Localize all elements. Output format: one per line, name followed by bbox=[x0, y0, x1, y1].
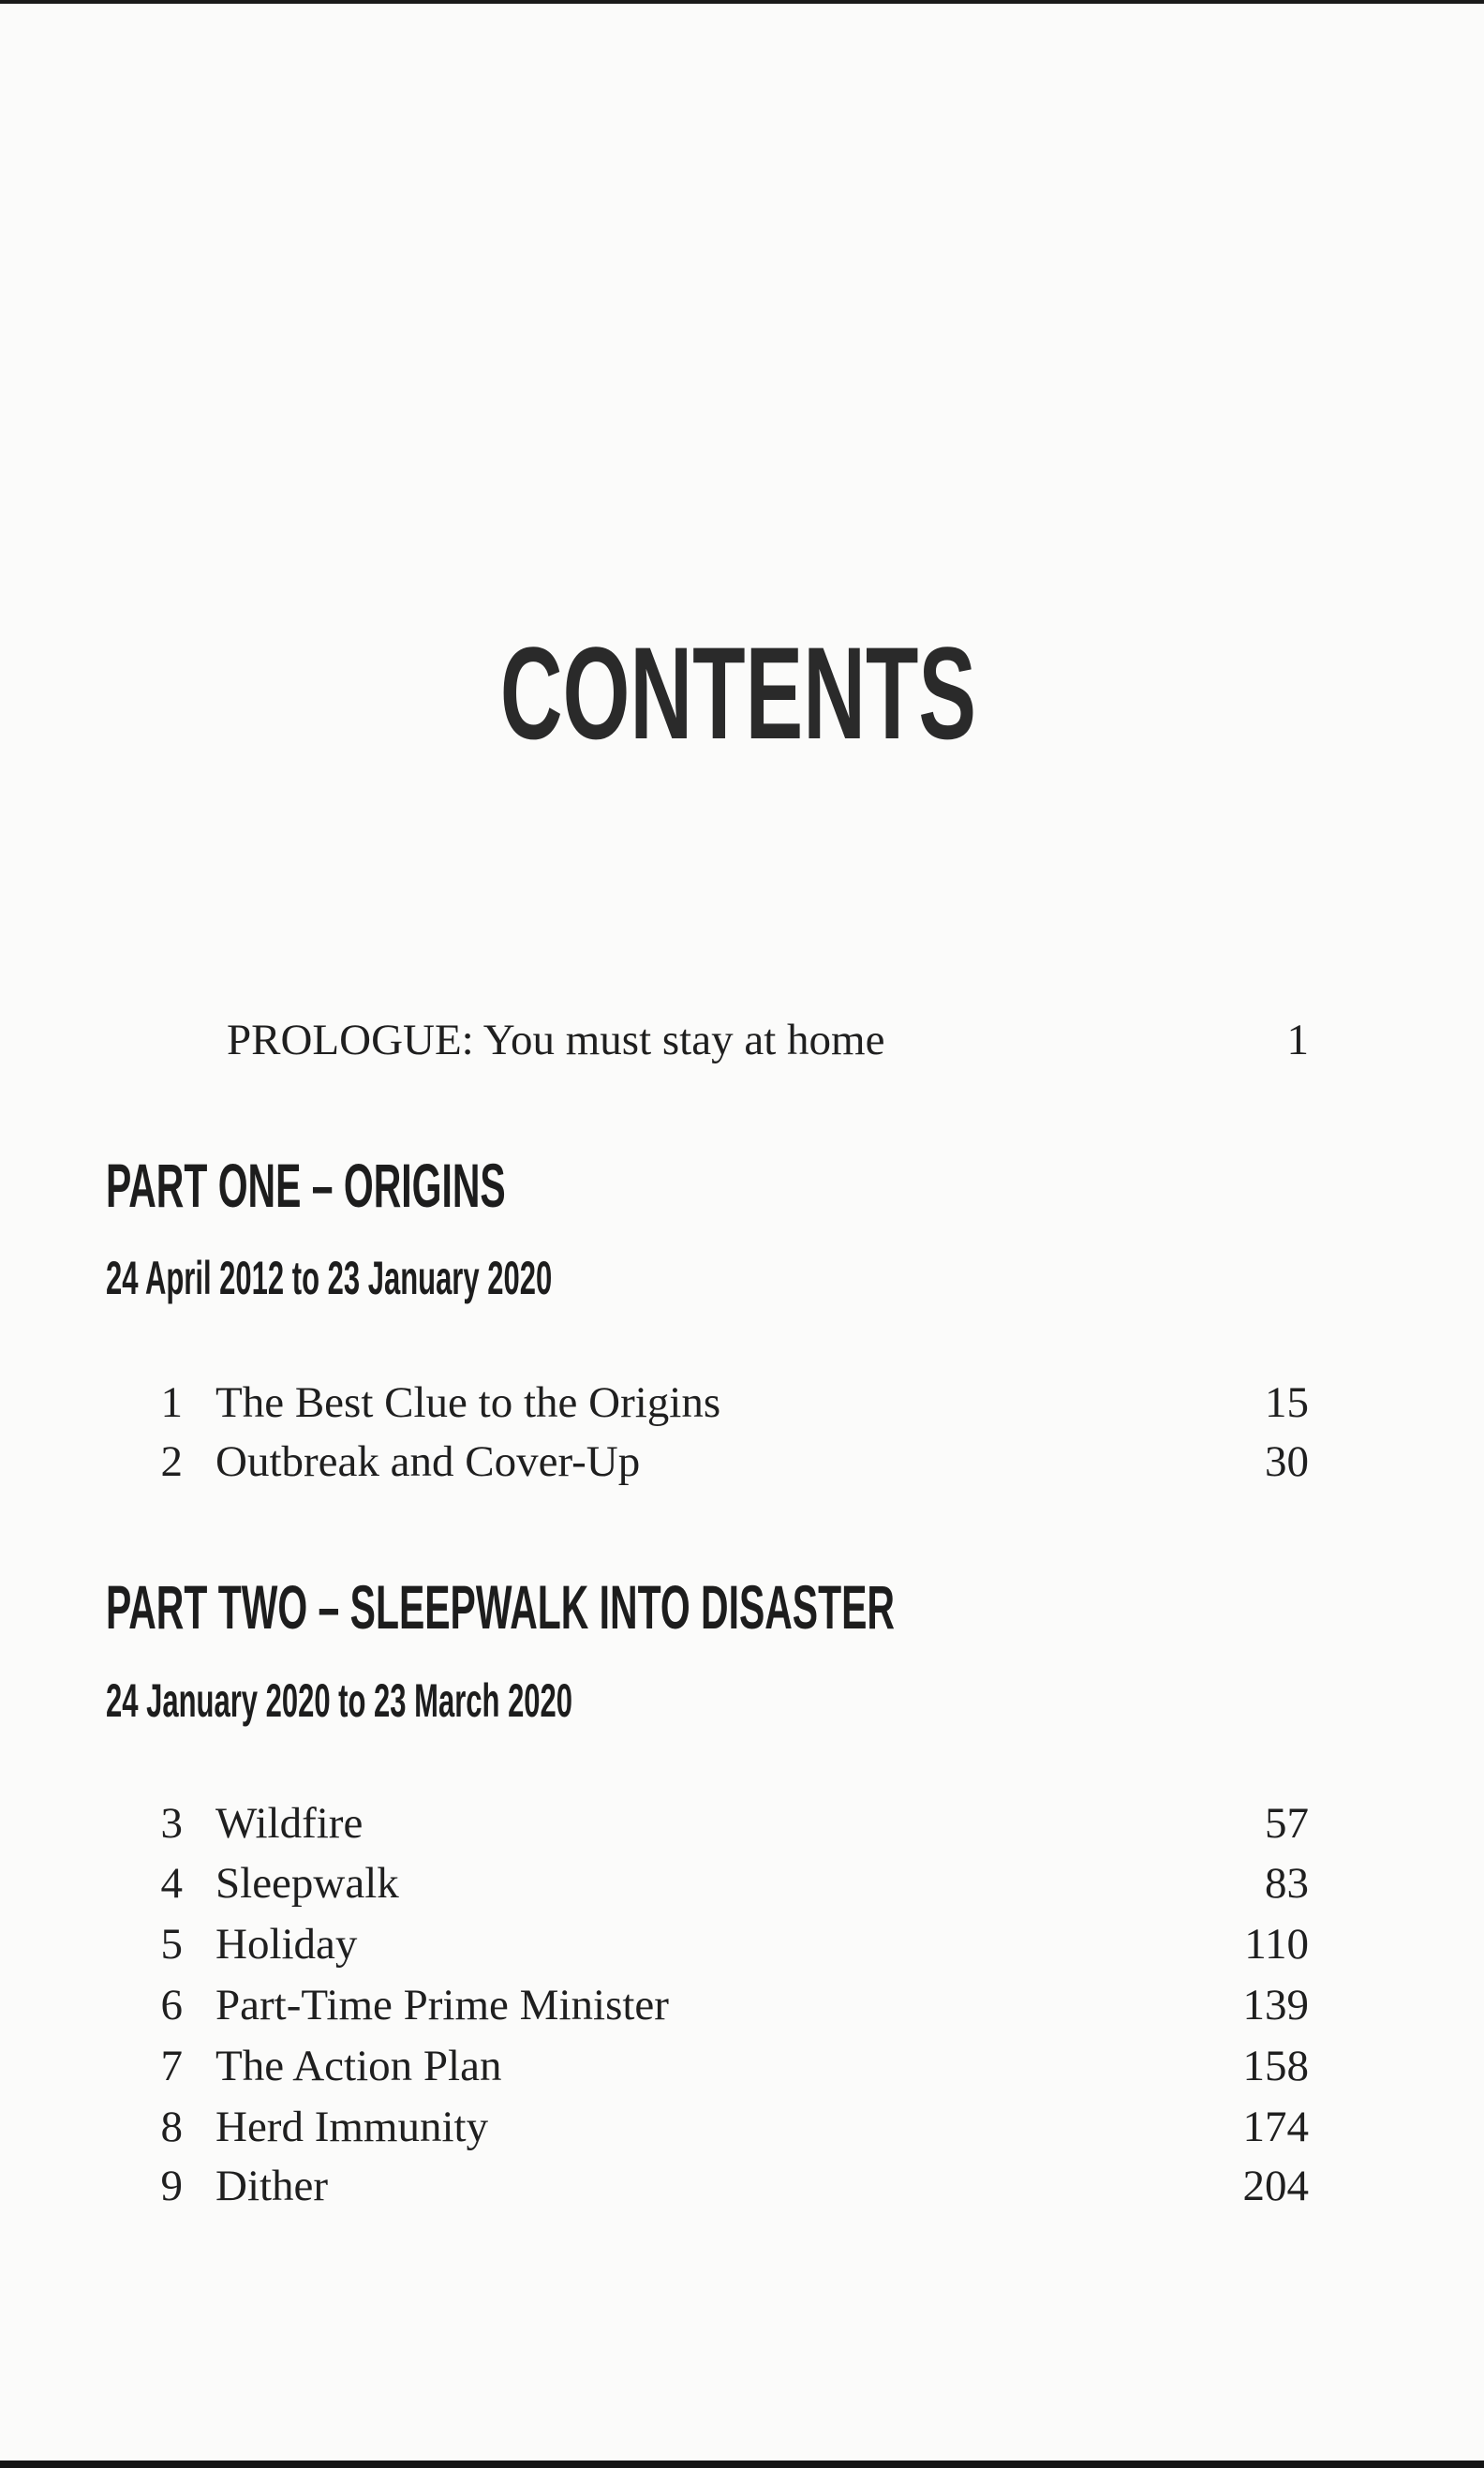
toc-entry-chapter-9[interactable] bbox=[0, 2158, 1484, 2214]
chapter-title: Part-Time Prime Minister bbox=[215, 1981, 669, 2029]
part-two-heading: PART TWO – SLEEPWALK INTO DISASTER bbox=[106, 1572, 895, 1642]
chapter-page: 139 bbox=[1242, 1981, 1309, 2029]
chapter-title: Outbreak and Cover-Up bbox=[215, 1437, 641, 1486]
chapter-title: The Action Plan bbox=[215, 2042, 502, 2090]
chapter-number: 2 bbox=[160, 1437, 183, 1486]
page-title: CONTENTS bbox=[499, 619, 977, 766]
chapter-page: 174 bbox=[1242, 2103, 1309, 2151]
chapter-number: 6 bbox=[160, 1981, 183, 2029]
toc-entry-chapter-8[interactable] bbox=[0, 2099, 1484, 2155]
toc-entry-chapter-7[interactable] bbox=[0, 2038, 1484, 2094]
chapter-number: 8 bbox=[160, 2103, 183, 2151]
chapter-number: 4 bbox=[160, 1859, 183, 1908]
chapter-page: 204 bbox=[1242, 2162, 1309, 2210]
chapter-page: 30 bbox=[1265, 1437, 1309, 1486]
chapter-page: 15 bbox=[1265, 1378, 1309, 1427]
chapter-title: Wildfire bbox=[215, 1799, 364, 1848]
chapter-title: Herd Immunity bbox=[215, 2103, 489, 2151]
part-one-heading: PART ONE – ORIGINS bbox=[106, 1151, 506, 1220]
chapter-page: 83 bbox=[1265, 1859, 1309, 1908]
prologue-page: 1 bbox=[1286, 1016, 1309, 1064]
chapter-number: 9 bbox=[160, 2162, 183, 2210]
toc-entry-chapter-4[interactable] bbox=[0, 1855, 1484, 1911]
page-top-edge bbox=[0, 0, 1484, 4]
toc-entry-chapter-3[interactable] bbox=[0, 1795, 1484, 1851]
part-two-dates: 24 January 2020 to 23 March 2020 bbox=[106, 1674, 573, 1727]
chapter-number: 5 bbox=[160, 1920, 183, 1969]
chapter-page: 158 bbox=[1242, 2042, 1309, 2090]
chapter-title: Dither bbox=[215, 2162, 329, 2210]
toc-entry-chapter-6[interactable] bbox=[0, 1977, 1484, 2033]
prologue-label: PROLOGUE: You must stay at home bbox=[227, 1016, 885, 1064]
chapter-number: 7 bbox=[160, 2042, 183, 2090]
toc-entry-chapter-2[interactable] bbox=[0, 1434, 1484, 1490]
chapter-number: 1 bbox=[160, 1378, 183, 1427]
chapter-page: 57 bbox=[1265, 1799, 1309, 1848]
chapter-number: 3 bbox=[160, 1799, 183, 1848]
chapter-title: The Best Clue to the Origins bbox=[215, 1378, 721, 1427]
toc-entry-chapter-5[interactable] bbox=[0, 1916, 1484, 1972]
page-bottom-edge bbox=[0, 2461, 1484, 2468]
chapter-title: Sleepwalk bbox=[215, 1859, 399, 1908]
part-one-dates: 24 April 2012 to 23 January 2020 bbox=[106, 1252, 553, 1304]
toc-entry-chapter-1[interactable] bbox=[0, 1375, 1484, 1431]
chapter-page: 110 bbox=[1244, 1920, 1309, 1969]
chapter-title: Holiday bbox=[215, 1920, 358, 1969]
toc-entry-prologue[interactable] bbox=[0, 1012, 1484, 1068]
